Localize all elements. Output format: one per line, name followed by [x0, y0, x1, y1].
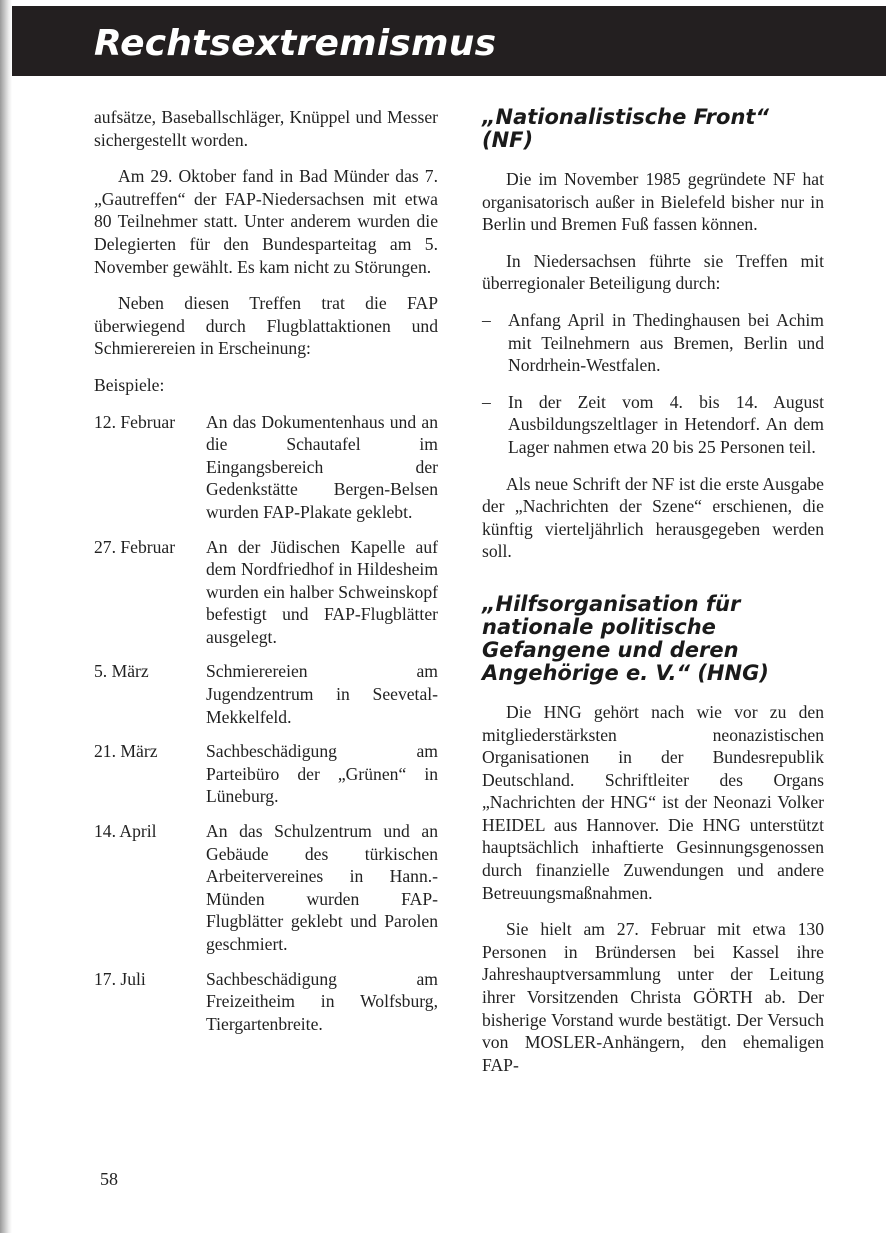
list-item [482, 309, 824, 377]
paragraph-hng-intro: Die HNG gehört nach wie vor zu den mitgliederstärksten neonazistischen Organisationen in der Bundesrepublik Deutschland. Schriftleiter des Organs „Nachrichten der HNG“ ist der Neonazi Volker HEIDEL aus Hannover. Die HNG unterstützt hauptsächlich inhaftierte Gesinnungsgenossen durch finanzielle Zuwendungen und andere Betreuungsmaßnahmen. [482, 701, 824, 903]
paragraph-nf-founding: Die im November 1985 gegründete NF hat organisatorisch außer in Bielefeld bisher nur in Berlin und Bremen Fuß fassen können. [482, 169, 824, 235]
left-column [94, 106, 438, 1047]
event-item [94, 968, 438, 1036]
event-item [94, 740, 438, 808]
event-date: 27. Februar [94, 536, 176, 557]
paragraph-nf-publication: Als neue Schrift der NF ist die erste Ausgabe der „Nachrichten der Szene“ erschienen, die künftig vierteljährlich herausgegeben werden soll. [482, 473, 824, 562]
page-number: 58 [100, 1169, 118, 1189]
list-item-text: Anfang April in Thedinghausen bei Achim mit Teilnehmern aus Bremen, Berlin und Nordrhein-Westfalen. [508, 309, 824, 376]
event-item [94, 411, 438, 524]
event-list [94, 411, 438, 1036]
event-item [94, 820, 438, 956]
list-item [482, 391, 824, 459]
event-text: An das Schulzentrum und an Gebäude des türkischen Arbeitervereines in Hann.-Münden wurden FAP-Flugblätter geklebt und Parolen geschmiert. [206, 821, 438, 954]
event-date: 14. April [94, 821, 157, 842]
event-text: Sachbeschädigung am Parteibüro der „Grünen“ in Lüneburg. [206, 741, 438, 807]
paragraph-nf-meetings: In Niedersachsen führte sie Treffen mit überregionaler Beteiligung durch: [482, 250, 824, 294]
right-column [482, 106, 824, 1090]
list-item-text: In der Zeit vom 4. bis 14. August Ausbildungszeltlager in Hetendorf. An dem Lager nahmen etwa 20 bis 25 Personen teil. [508, 391, 824, 457]
event-item [94, 660, 438, 728]
nf-meeting-list [482, 309, 824, 459]
event-date: 17. Juli [94, 968, 146, 989]
event-text: An das Dokumentenhaus und an die Schautafel im Eingangsbereich der Gedenkstätte Bergen-Belsen wurden FAP-Plakate geklebt. [206, 411, 438, 522]
event-text: Schmierereien am Jugendzentrum in Seevetal-Mekkelfeld. [206, 661, 438, 727]
paragraph-weapons: aufsätze, Baseballschläger, Knüppel und Messer sichergestellt worden. [94, 107, 438, 150]
paragraph-hng-meeting: Sie hielt am 27. Februar mit etwa 130 Personen in Bründersen bei Kassel ihre Jahreshauptversammlung unter der Leitung ihrer Vorsitzenden Christa GÖRTH ab. Der bisherige Vorstand wurde bestätigt. Der Versuch von MOSLER-Anhängern, den ehemaligen FAP- [482, 919, 824, 1075]
event-text: An der Jüdischen Kapelle auf dem Nordfriedhof in Hildesheim wurden ein halber Schweinskopf befestigt und FAP-Flugblätter ausgelegt. [206, 536, 438, 647]
event-date: 21. März [94, 741, 158, 762]
paragraph-gautreffen: Am 29. Oktober fand in Bad Münder das 7. „Gautreffen“ der FAP-Niedersachsen mit etwa 80 Teilnehmer statt. Unter anderem wurden die Delegierten für den Bundesparteitag am 5. November gewählt. Es kam nicht zu Störungen. [94, 166, 438, 277]
event-item [94, 536, 438, 649]
event-date: 5. März [94, 661, 149, 682]
dash-bullet: – [482, 391, 491, 412]
examples-label: Beispiele: [94, 374, 165, 395]
dash-bullet: – [482, 309, 491, 330]
paragraph-fap-actions: Neben diesen Treffen trat die FAP überwiegend durch Flugblattaktionen und Schmierereien in Erscheinung: [94, 293, 438, 359]
page-edge-shadow [0, 0, 12, 1233]
event-date: 12. Februar [94, 411, 176, 432]
event-text: Sachbeschädigung am Freizeitheim in Wolfsburg, Tiergartenbreite. [206, 968, 438, 1034]
page-header-title: Rechtsextremismus [94, 23, 497, 64]
section-heading-nf: „Nationalistische Front“ (NF) [482, 105, 769, 152]
section-heading-hng: „Hilfsorganisation für nationale politische Gefangene und deren Angehörige e. V.“ (HNG) [482, 591, 769, 685]
